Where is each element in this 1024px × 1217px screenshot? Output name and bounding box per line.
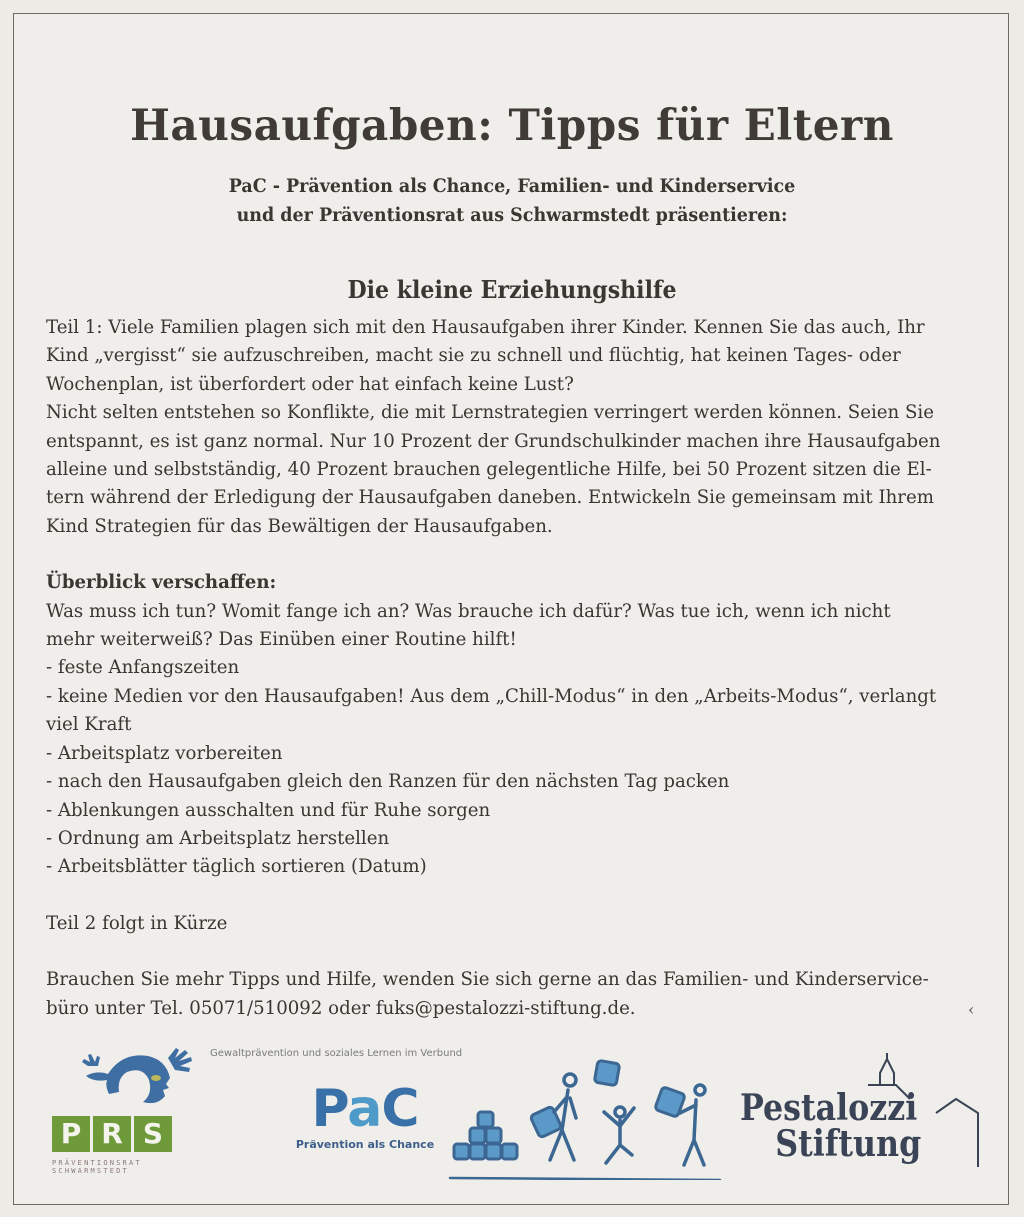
text-line: Was muss ich tun? Womit fange ich an? Was brauche ich dafür? Was tue ich, wenn ich nicht bbox=[46, 599, 891, 622]
contact-paragraph bbox=[46, 965, 975, 1022]
pestalozzi-wordmark bbox=[740, 1087, 922, 1165]
text-line: Wochenplan, ist überfordert oder hat einfach keine Lust? bbox=[46, 372, 574, 395]
prs-letter-box: P bbox=[52, 1116, 90, 1152]
pac-logo bbox=[290, 1080, 440, 1151]
end-mark: ‹ bbox=[968, 1000, 975, 1019]
pestalozzi-line: Pestalozzi bbox=[740, 1087, 918, 1129]
text-line: Teil 1: Viele Familien plagen sich mit den Hausaufgaben ihrer Kinder. Kennen Sie das auch, Ihr bbox=[46, 316, 925, 338]
prs-letter-box: R bbox=[93, 1116, 131, 1152]
text-line: mehr weiterweiß? Das Einüben einer Routine hilft! bbox=[46, 628, 517, 651]
intro-paragraph bbox=[46, 313, 972, 540]
pestalozzi-logo bbox=[740, 1045, 990, 1180]
prs-caption bbox=[52, 1159, 177, 1175]
text-line: alleine und selbstständig, 40 Prozent brauchen gelegentliche Hilfe, bei 50 Prozent sitzen die El- bbox=[46, 458, 932, 481]
prs-caption-line: PRÄVENTIONSRAT bbox=[52, 1159, 142, 1167]
text-line: Kind Strategien für das Bewältigen der Hausaufgaben. bbox=[46, 514, 553, 537]
prs-figure-icon bbox=[78, 1046, 208, 1116]
section-heading: Überblick verschaffen: bbox=[46, 571, 277, 594]
tip-item: viel Kraft bbox=[46, 713, 132, 736]
text-line: Kind „vergisst“ sie aufzuschreiben, macht sie zu schnell und flüchtig, hat keinen Tages- oder bbox=[46, 344, 901, 367]
pac-letter: a bbox=[347, 1079, 382, 1139]
presenter-line: und der Präventionsrat aus Schwarmstedt präsentieren: bbox=[236, 204, 788, 226]
text-line: Nicht selten entstehen so Konflikte, die mit Lernstrategien verringert werden können. Seien Sie bbox=[46, 401, 934, 424]
tip-item: - feste Anfangszeiten bbox=[46, 656, 240, 679]
text-line: tern während der Erledigung der Hausaufgaben daneben. Entwickeln Sie gemeinsam mit Ihrem bbox=[46, 486, 934, 509]
continuation-note: Teil 2 folgt in Kürze bbox=[46, 911, 228, 934]
pac-subtitle: Prävention als Chance bbox=[295, 1138, 435, 1151]
logo-bar bbox=[0, 1040, 1024, 1190]
prs-caption-line: SCHWARMSTEDT bbox=[52, 1167, 129, 1175]
presenter-block bbox=[41, 172, 983, 230]
prs-logo bbox=[48, 1046, 208, 1181]
tip-item: - Arbeitsplatz vorbereiten bbox=[46, 741, 283, 764]
article-body bbox=[46, 313, 975, 1022]
text-line: büro unter Tel. 05071/510092 oder fuks@pestalozzi-stiftung.de. bbox=[46, 996, 636, 1019]
text-line: entspannt, es ist ganz normal. Nur 10 Prozent der Grundschulkinder machen ihre Hausaufgaben bbox=[46, 429, 941, 452]
article-subtitle: Die kleine Erziehungshilfe bbox=[347, 274, 677, 304]
tip-item: - keine Medien vor den Hausaufgaben! Aus dem „Chill-Modus“ in den „Arbeits-Modus“, verlangt bbox=[46, 684, 937, 707]
prs-letters bbox=[52, 1116, 172, 1152]
tip-item: - nach den Hausaufgaben gleich den Ranzen für den nächsten Tag packen bbox=[46, 770, 730, 793]
pac-letter: C bbox=[381, 1079, 419, 1139]
tip-item: - Ordnung am Arbeitsplatz herstellen bbox=[46, 826, 390, 849]
pac-wordmark bbox=[290, 1080, 440, 1138]
text-line: Brauchen Sie mehr Tipps und Hilfe, wenden Sie sich gerne an das Familien- und Kinderservice- bbox=[46, 968, 929, 991]
presenter-line: PaC - Prävention als Chance, Familien- und Kinderservice bbox=[228, 175, 796, 197]
article-title: Hausaufgaben: Tipps für Eltern bbox=[130, 100, 894, 151]
prs-letter-box: S bbox=[134, 1116, 172, 1152]
tip-item: - Ablenkungen ausschalten und für Ruhe sorgen bbox=[46, 798, 491, 821]
tip-item: - Arbeitsblätter täglich sortieren (Datum) bbox=[46, 855, 427, 878]
block-figures-icon bbox=[448, 1050, 723, 1180]
verbund-tagline: Gewaltprävention und soziales Lernen im Verbund bbox=[210, 1048, 463, 1059]
tips-list bbox=[46, 653, 972, 880]
pestalozzi-line: Stiftung bbox=[775, 1123, 922, 1165]
pac-letter: P bbox=[311, 1079, 348, 1139]
